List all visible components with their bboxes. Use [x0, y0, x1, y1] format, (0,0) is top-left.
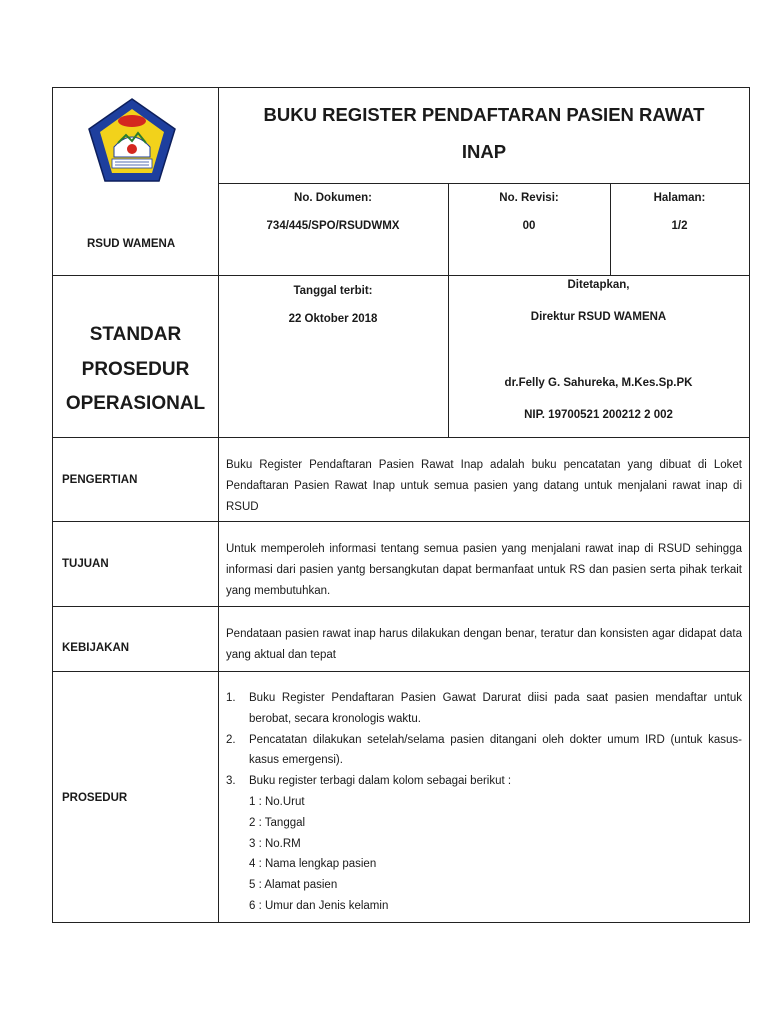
- divider: [53, 671, 749, 672]
- date-value: 22 Oktober 2018: [288, 313, 378, 325]
- doc-no-label: No. Dokumen:: [294, 192, 372, 204]
- section-text-kebijakan: Pendataan pasien rawat inap harus dilakukan dengan benar, teratur dan konsisten agar didapat data yang aktual dan tepat: [226, 628, 742, 661]
- step-text: Buku Register Pendaftaran Pasien Gawat Darurat diisi pada saat pasien mendaftar untuk berobat, secara kronologis waktu.: [249, 692, 742, 725]
- step-number: 1.: [226, 692, 236, 704]
- divider: [53, 437, 749, 438]
- doc-no-value: 734/445/SPO/RSUDWMX: [266, 220, 400, 232]
- list-item: [226, 688, 742, 730]
- section-label-prosedur: PROSEDUR: [62, 792, 128, 804]
- list-item: [226, 771, 742, 792]
- revision-value: 00: [522, 220, 536, 232]
- divider: [53, 521, 749, 522]
- date-label: Tanggal terbit:: [293, 285, 373, 297]
- approver-name: dr.Felly G. Sahureka, M.Kes.Sp.PK: [504, 377, 693, 389]
- section-label-kebijakan: KEBIJAKAN: [62, 642, 130, 654]
- title-line: BUKU REGISTER PENDAFTARAN PASIEN RAWAT: [263, 104, 705, 125]
- column-item: 1 : No.Urut: [249, 795, 305, 808]
- hospital-name: RSUD WAMENA: [87, 238, 176, 250]
- column-item: 2 : Tanggal: [249, 816, 306, 829]
- step-number: 3.: [226, 775, 236, 788]
- divider: [218, 183, 749, 184]
- procedure-list: [226, 688, 742, 917]
- page-label: Halaman:: [653, 192, 706, 204]
- column-item: 4 : Nama lengkap pasien: [249, 858, 377, 871]
- column-item: 3 : No.RM: [249, 837, 301, 850]
- step-text: Buku register terbagi dalam kolom sebagai berikut :: [249, 775, 512, 788]
- step-text: Pencatatan dilakukan setelah/selama pasien ditangani oleh dokter umum IRD (untuk kasus-kasus emergensi).: [249, 733, 742, 767]
- title-line: INAP: [461, 141, 507, 162]
- revision-label: No. Revisi:: [499, 192, 559, 204]
- section-label-tujuan: TUJUAN: [62, 558, 109, 570]
- page-title: [219, 96, 749, 170]
- section-text-pengertian: Buku Register Pendaftaran Pasien Rawat Inap adalah buku pencatatan yang dibuat di Loket Pendaftaran Pasien Rawat Inap untuk semua pasien yang datang untuk menjalani rawat inap di RSUD: [226, 459, 742, 513]
- step-number: 2.: [226, 733, 236, 746]
- divider: [53, 606, 749, 607]
- sop-heading: [53, 318, 218, 422]
- divider: [53, 275, 749, 276]
- section-text-tujuan: Untuk memperoleh informasi tentang semua pasien yang menjalani rawat inap di RSUD sehingga informasi dari pasien yantg bersangkutan dapat bermanfaat untuk RS dan pasien serta pihak terkait yang membutuhkan.: [226, 543, 742, 597]
- column-item: 5 : Alamat pasien: [249, 879, 338, 892]
- column-item: 6 : Umur dan Jenis kelamin: [249, 899, 389, 912]
- sop-line: STANDAR: [89, 324, 182, 345]
- sop-line: OPERASIONAL: [65, 393, 206, 414]
- section-label-pengertian: PENGERTIAN: [62, 474, 138, 486]
- approver-title: Direktur RSUD WAMENA: [530, 311, 667, 323]
- approver-nip: NIP. 19700521 200212 2 002: [524, 409, 673, 421]
- page-value: 1/2: [671, 220, 688, 232]
- list-item: [226, 730, 742, 772]
- approved-label: Ditetapkan,: [567, 279, 630, 291]
- sop-line: PROSEDUR: [81, 358, 190, 380]
- divider: [218, 437, 219, 922]
- sop-document: [52, 87, 750, 923]
- hospital-logo-icon: [86, 97, 178, 183]
